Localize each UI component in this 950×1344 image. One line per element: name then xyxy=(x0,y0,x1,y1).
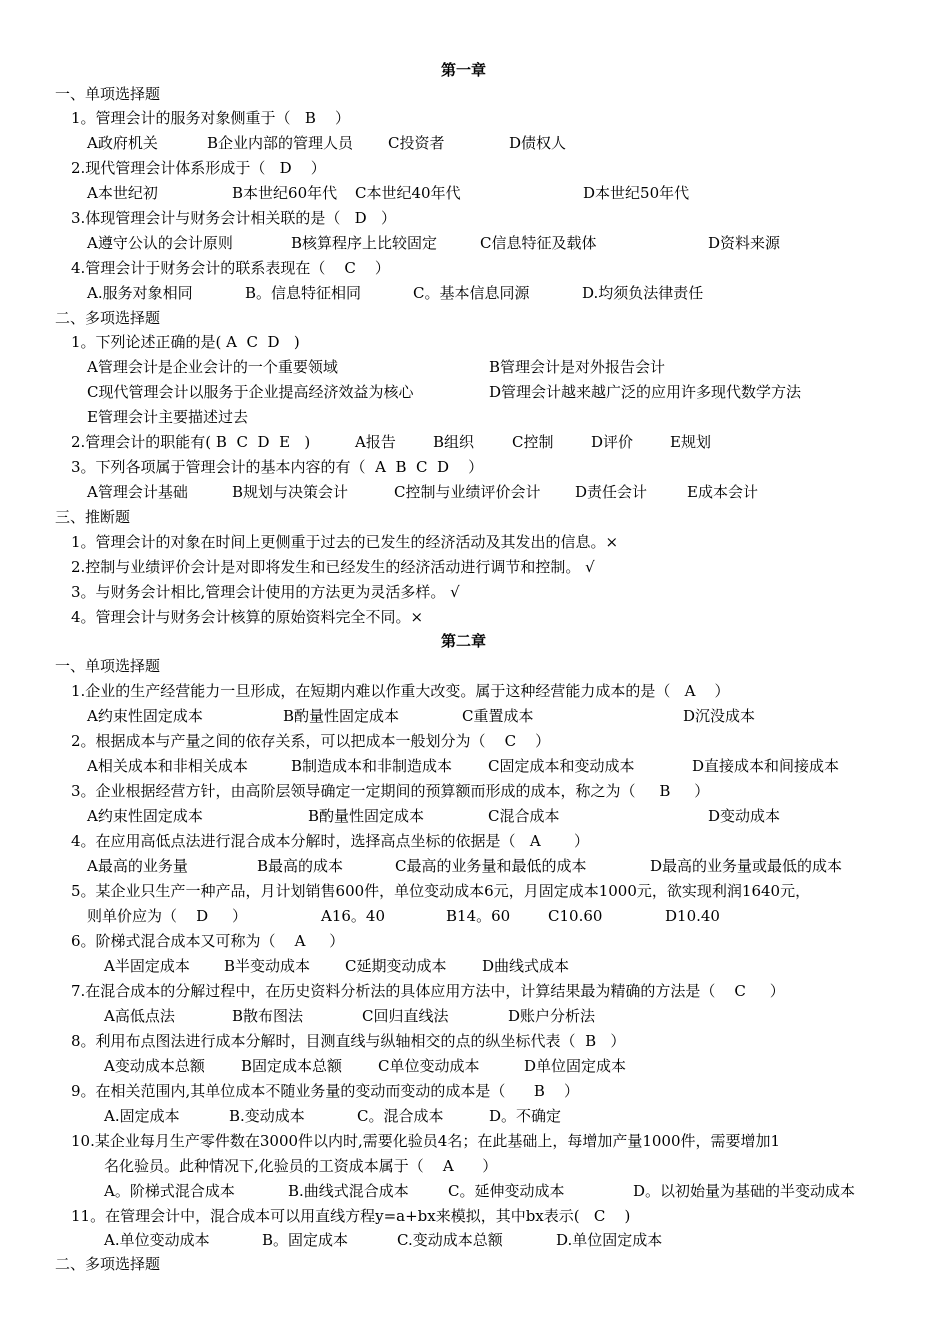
option-c: C重置成本 xyxy=(462,707,534,725)
question-stem: 11。在管理会计中，混合成本可以用直线方程y=a+bx来模拟，其中bx表示( C ) xyxy=(71,1207,631,1225)
section-heading: 二、多项选择题 xyxy=(55,1255,161,1273)
judgment-item: 3。与财务会计相比,管理会计使用的方法更为灵活多样。 √ xyxy=(71,583,460,601)
option-d: D评价 xyxy=(591,433,634,451)
option-e: E规划 xyxy=(670,433,711,451)
option-d: D10.40 xyxy=(665,907,720,925)
question-stem-continued: 名化验员。此种情况下,化验员的工资成本属于（ A ） xyxy=(104,1157,498,1175)
judgment-item: 1。管理会计的对象在时间上更侧重于过去的已发生的经济活动及其发出的信息。× xyxy=(71,533,619,551)
option-a: A.服务对象相同 xyxy=(87,284,193,302)
option-d: D最高的业务量或最低的成本 xyxy=(650,857,843,875)
option-d: D直接成本和间接成本 xyxy=(692,757,840,775)
section-heading: 三、推断题 xyxy=(55,508,131,526)
option-c: C信息特征及载体 xyxy=(480,234,597,252)
option-b: B本世纪60年代 xyxy=(232,184,338,202)
option-a: A变动成本总额 xyxy=(104,1057,205,1075)
question-stem: 9。在相关范围内,其单位成本不随业务量的变动而变动的成本是（ B ） xyxy=(71,1082,580,1100)
question-stem: 7.在混合成本的分解过程中，在历史资料分析法的具体应用方法中，计算结果最为精确的方法是（ C ） xyxy=(71,982,785,1000)
chapter-title: 第二章 xyxy=(441,632,487,650)
question-stem: 1。下列论述正确的是( A C D ) xyxy=(71,333,300,351)
option-c: C本世纪40年代 xyxy=(355,184,461,202)
option-a: A.固定成本 xyxy=(104,1107,180,1125)
option-b: B.变动成本 xyxy=(229,1107,305,1125)
option-d: D管理会计越来越广泛的应用许多现代数学方法 xyxy=(489,383,802,401)
option-c: C最高的业务量和最低的成本 xyxy=(395,857,587,875)
option-a: A.单位变动成本 xyxy=(104,1231,210,1249)
question-stem: 3。下列各项属于管理会计的基本内容的有（ A B C D ） xyxy=(71,458,484,476)
option-c: C现代管理会计以服务于企业提高经济效益为核心 xyxy=(87,383,414,401)
option-d: D债权人 xyxy=(509,134,567,152)
option-b: B散布图法 xyxy=(232,1007,304,1025)
option-d: D资料来源 xyxy=(708,234,781,252)
option-a: A政府机关 xyxy=(87,134,158,152)
option-b: B酌量性固定成本 xyxy=(283,707,400,725)
option-a: A。阶梯式混合成本 xyxy=(104,1182,235,1200)
section-heading: 二、多项选择题 xyxy=(55,309,161,327)
option-c: C。延伸变动成本 xyxy=(448,1182,565,1200)
option-a: A高低点法 xyxy=(104,1007,175,1025)
option-a: A本世纪初 xyxy=(87,184,158,202)
option-c: C投资者 xyxy=(388,134,445,152)
question-stem: 2.管理会计的职能有( B C D E ) xyxy=(71,433,311,451)
option-d: D责任会计 xyxy=(575,483,648,501)
option-e: E成本会计 xyxy=(687,483,758,501)
option-d: D。不确定 xyxy=(489,1107,562,1125)
option-c: C控制 xyxy=(512,433,554,451)
question-stem: 3.体现管理会计与财务会计相关联的是（ D ） xyxy=(71,209,396,227)
option-a: A16。40 xyxy=(321,907,386,925)
option-b: B酌量性固定成本 xyxy=(308,807,425,825)
option-e: E管理会计主要描述过去 xyxy=(87,408,248,426)
option-a: A管理会计基础 xyxy=(87,483,188,501)
question-stem: 1。管理会计的服务对象侧重于（ B ） xyxy=(71,109,350,127)
option-a: A半固定成本 xyxy=(104,957,190,975)
option-b: B组织 xyxy=(433,433,475,451)
option-b: B最高的成本 xyxy=(257,857,344,875)
option-a: A遵守公认的会计原则 xyxy=(87,234,233,252)
question-stem: 1.企业的生产经营能力一旦形成，在短期内难以作重大改变。属于这种经营能力成本的是（ A ） xyxy=(71,682,730,700)
option-b: B规划与决策会计 xyxy=(232,483,349,501)
option-c: C延期变动成本 xyxy=(345,957,447,975)
section-heading: 一、单项选择题 xyxy=(55,657,161,675)
option-c: C。混合成本 xyxy=(357,1107,444,1125)
option-a: A最高的业务量 xyxy=(87,857,188,875)
option-b: B制造成本和非制造成本 xyxy=(291,757,453,775)
question-stem: 2.现代管理会计体系形成于（ D ） xyxy=(71,159,326,177)
option-c: C。基本信息同源 xyxy=(413,284,530,302)
option-c: C.变动成本总额 xyxy=(397,1231,503,1249)
option-d: D。以初始量为基础的半变动成本 xyxy=(633,1182,856,1200)
option-b: B。固定成本 xyxy=(262,1231,349,1249)
option-d: D沉没成本 xyxy=(683,707,756,725)
question-stem: 4。在应用高低点法进行混合成本分解时，选择高点坐标的依据是（ A ） xyxy=(71,832,590,850)
option-b: B企业内部的管理人员 xyxy=(207,134,354,152)
judgment-item: 4。管理会计与财务会计核算的原始资料完全不同。× xyxy=(71,608,424,626)
option-b: B核算程序上比较固定 xyxy=(291,234,438,252)
option-a: A报告 xyxy=(355,433,396,451)
question-stem: 8。利用布点图法进行成本分解时，目测直线与纵轴相交的点的纵坐标代表（ B ） xyxy=(71,1032,626,1050)
question-stem-continued: 则单价应为（ D ） xyxy=(87,907,247,925)
option-d: D.单位固定成本 xyxy=(556,1231,663,1249)
option-c: C回归直线法 xyxy=(362,1007,449,1025)
option-d: D曲线式成本 xyxy=(482,957,570,975)
option-a: A约束性固定成本 xyxy=(87,807,203,825)
option-b: B管理会计是对外报告会计 xyxy=(489,358,666,376)
option-a: A相关成本和非相关成本 xyxy=(87,757,248,775)
option-c: C单位变动成本 xyxy=(378,1057,480,1075)
option-a: A管理会计是企业会计的一个重要领域 xyxy=(87,358,338,376)
option-d: D本世纪50年代 xyxy=(583,184,690,202)
option-b: B半变动成本 xyxy=(224,957,311,975)
question-stem: 2。根据成本与产量之间的依存关系，可以把成本一般划分为（ C ） xyxy=(71,732,551,750)
question-stem: 3。企业根据经营方针，由高阶层领导确定一定期间的预算额而形成的成本，称之为（ B ） xyxy=(71,782,710,800)
section-heading: 一、单项选择题 xyxy=(55,85,161,103)
question-stem: 10.某企业每月生产零件数在3000件以内时,需要化验员4名；在此基础上，每增加产量1000件，需要增加1 xyxy=(71,1132,781,1150)
option-d: D变动成本 xyxy=(708,807,781,825)
option-c: C固定成本和变动成本 xyxy=(488,757,635,775)
option-c: C混合成本 xyxy=(488,807,560,825)
chapter-title: 第一章 xyxy=(441,61,487,79)
judgment-item: 2.控制与业绩评价会计是对即将发生和已经发生的经济活动进行调节和控制。 √ xyxy=(71,558,595,576)
option-b: B.曲线式混合成本 xyxy=(288,1182,409,1200)
question-stem: 6。阶梯式混合成本又可称为（ A ） xyxy=(71,932,345,950)
option-d: D.均须负法律责任 xyxy=(582,284,704,302)
option-c: C控制与业绩评价会计 xyxy=(394,483,541,501)
option-b: B固定成本总额 xyxy=(241,1057,343,1075)
question-stem: 5。某企业只生产一种产品，月计划销售600件，单位变动成本6元，月固定成本1000元，欲实现利润1640元， xyxy=(71,882,811,900)
question-stem: 4.管理会计于财务会计的联系表现在（ C ） xyxy=(71,259,390,277)
option-a: A约束性固定成本 xyxy=(87,707,203,725)
option-b: B。信息特征相同 xyxy=(245,284,362,302)
option-b: B14。60 xyxy=(446,907,511,925)
option-c: C10.60 xyxy=(548,907,603,925)
option-d: D账户分析法 xyxy=(508,1007,596,1025)
option-d: D单位固定成本 xyxy=(524,1057,627,1075)
